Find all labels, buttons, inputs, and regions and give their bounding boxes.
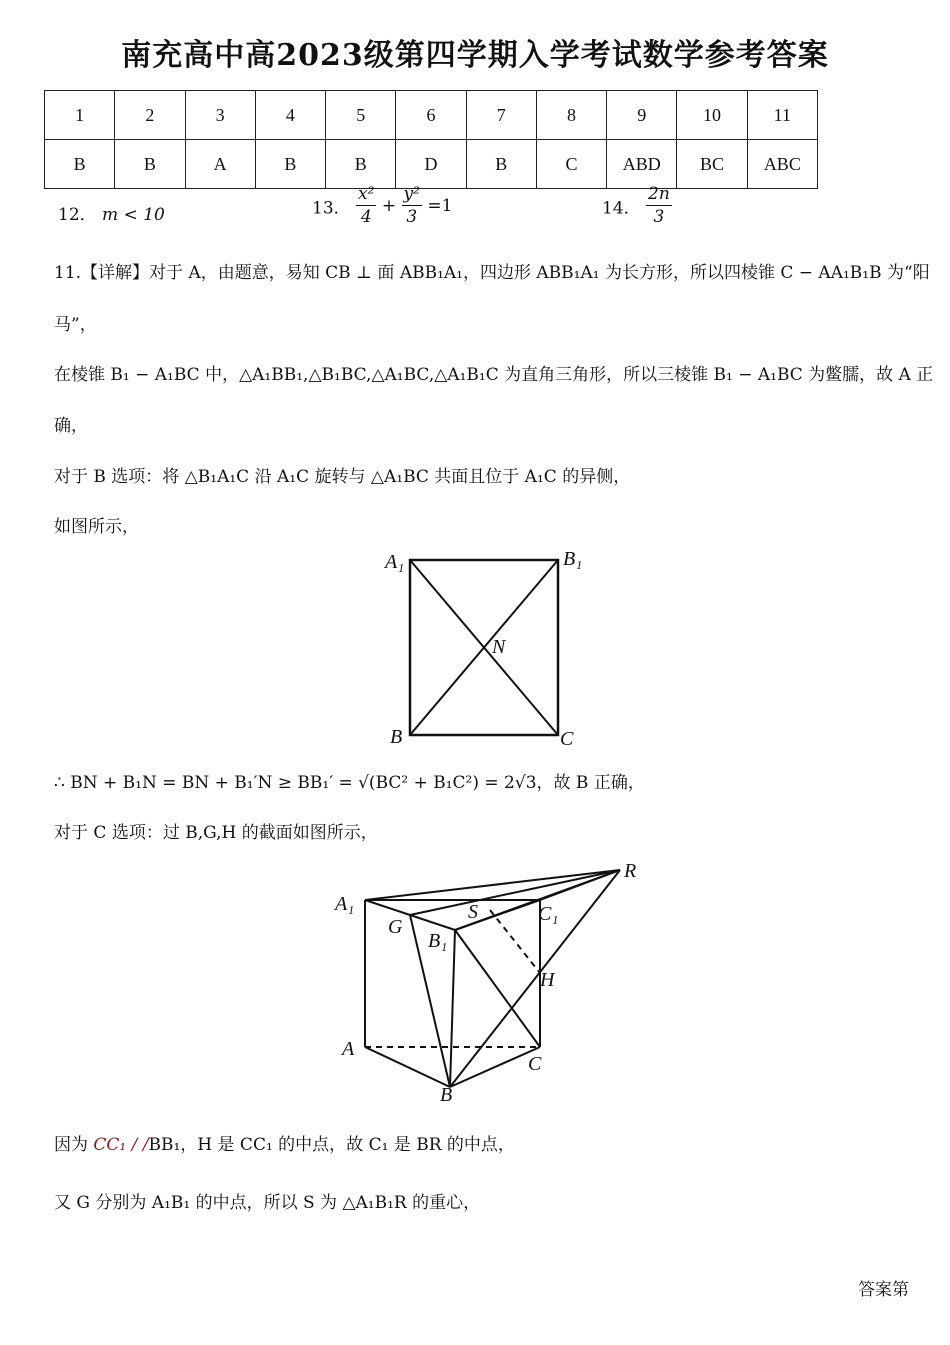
solution-line-2: 马”，	[54, 315, 97, 335]
line9-text-a: 因为	[54, 1135, 94, 1155]
label-a: A	[342, 1038, 355, 1060]
label-s: S	[468, 901, 478, 923]
label-b: B	[390, 726, 403, 748]
label-n: N	[492, 636, 506, 658]
line9-text-b: BB₁，H 是 CC₁ 的中点，故 C₁ 是 BR 的中点，	[148, 1135, 515, 1155]
answer-cell: B	[466, 140, 536, 189]
question-number: 5	[326, 91, 396, 140]
q14-label: 14．	[602, 198, 641, 219]
q12-answer	[58, 200, 165, 225]
answer-cell: BC	[677, 140, 747, 189]
question-number: 10	[677, 91, 747, 140]
answer-cell: ABC	[747, 140, 817, 189]
q14-denominator: 3	[653, 207, 665, 227]
figure-rectangle-diagonals	[370, 540, 600, 755]
question-number: 4	[255, 91, 325, 140]
q13-x-fraction	[356, 186, 376, 226]
question-number: 6	[396, 91, 466, 140]
question-number: 8	[536, 91, 606, 140]
question-number: 1	[45, 91, 115, 140]
solution-line-9	[54, 1130, 515, 1155]
label-c1: C₁	[538, 903, 559, 925]
answer-table	[44, 90, 818, 189]
edge-bc	[450, 1047, 540, 1087]
answer-table-answer-row	[45, 140, 818, 189]
label-g: G	[388, 916, 403, 938]
answer-cell: B	[115, 140, 185, 189]
question-number: 11	[747, 91, 817, 140]
q14-fraction	[646, 186, 672, 226]
q13-label: 13．	[312, 198, 351, 219]
label-a1: A₁	[385, 551, 405, 573]
label-b1: B₁	[563, 548, 583, 570]
solution-line-1: 11.【详解】对于 A，由题意，易知 CB ⊥ 面 ABB₁A₁，四边形 ABB₁A₁ 为长方形，所以四棱锥 C − AA₁B₁B 为“阳	[54, 263, 930, 283]
answer-cell: C	[536, 140, 606, 189]
solution-line-6: 如图所示，	[54, 517, 139, 537]
page-title: 南充高中高2023级第四学期入学考试数学参考答案	[121, 38, 829, 73]
answer-cell: D	[396, 140, 466, 189]
figure-prism-section	[330, 855, 660, 1105]
answer-cell: B	[326, 140, 396, 189]
label-h: H	[540, 969, 555, 991]
label-c: C	[528, 1053, 542, 1075]
answer-table-number-row	[45, 91, 818, 140]
q13-y-fraction	[402, 186, 422, 226]
q13-y-denominator: 3	[406, 207, 418, 227]
question-number: 3	[185, 91, 255, 140]
page-footer: 答案第	[858, 1280, 909, 1300]
line-sh-hidden	[490, 910, 540, 973]
q13-answer	[312, 186, 452, 226]
solution-line-10: 又 G 分别为 A₁B₁ 的中点，所以 S 为 △A₁B₁R 的重心，	[54, 1193, 481, 1213]
answer-cell: A	[185, 140, 255, 189]
question-number: 7	[466, 91, 536, 140]
q13-x-denominator: 4	[360, 207, 372, 227]
answer-cell: B	[45, 140, 115, 189]
solution-line-4: 确，	[54, 416, 88, 436]
answer-cell: B	[255, 140, 325, 189]
q13-plus: +	[381, 196, 397, 216]
q13-y-numerator: y²	[403, 184, 420, 204]
label-r: R	[624, 860, 637, 882]
q14-answer	[602, 186, 672, 226]
label-b: B	[440, 1084, 453, 1105]
q12-label: 12．	[58, 205, 97, 225]
q13-x-numerator: x²	[358, 184, 375, 204]
solution-line-3: 在棱锥 B₁ − A₁BC 中，△A₁BB₁,△B₁BC,△A₁BC,△A₁B₁C 为直角三角形，所以三棱锥 B₁ − A₁BC 为鳖臑，故 A 正	[54, 365, 934, 385]
solution-line-8: 对于 C 选项：过 B,G,H 的截面如图所示，	[54, 823, 378, 843]
q14-numerator: 2n	[648, 184, 670, 204]
question-number: 2	[115, 91, 185, 140]
label-b1: B₁	[428, 930, 448, 952]
label-c: C	[560, 728, 574, 750]
line9-parallel-highlight: CC₁ / /	[93, 1135, 149, 1155]
q13-equals: =1	[427, 196, 453, 216]
question-number: 9	[607, 91, 677, 140]
solution-line-5: 对于 B 选项：将 △B₁A₁C 沿 A₁C 旋转与 △A₁BC 共面且位于 A₁C 的异侧，	[54, 467, 631, 487]
solution-line-7: ∴ BN + B₁N = BN + B₁′N ≥ BB₁′ = √(BC² + B₁C²) = 2√3，故 B 正确，	[54, 773, 645, 793]
edge-ab	[365, 1047, 450, 1087]
q12-value: m < 10	[102, 205, 165, 225]
edge-b1b	[450, 930, 455, 1087]
label-a1: A₁	[335, 893, 355, 915]
answer-cell: ABD	[607, 140, 677, 189]
